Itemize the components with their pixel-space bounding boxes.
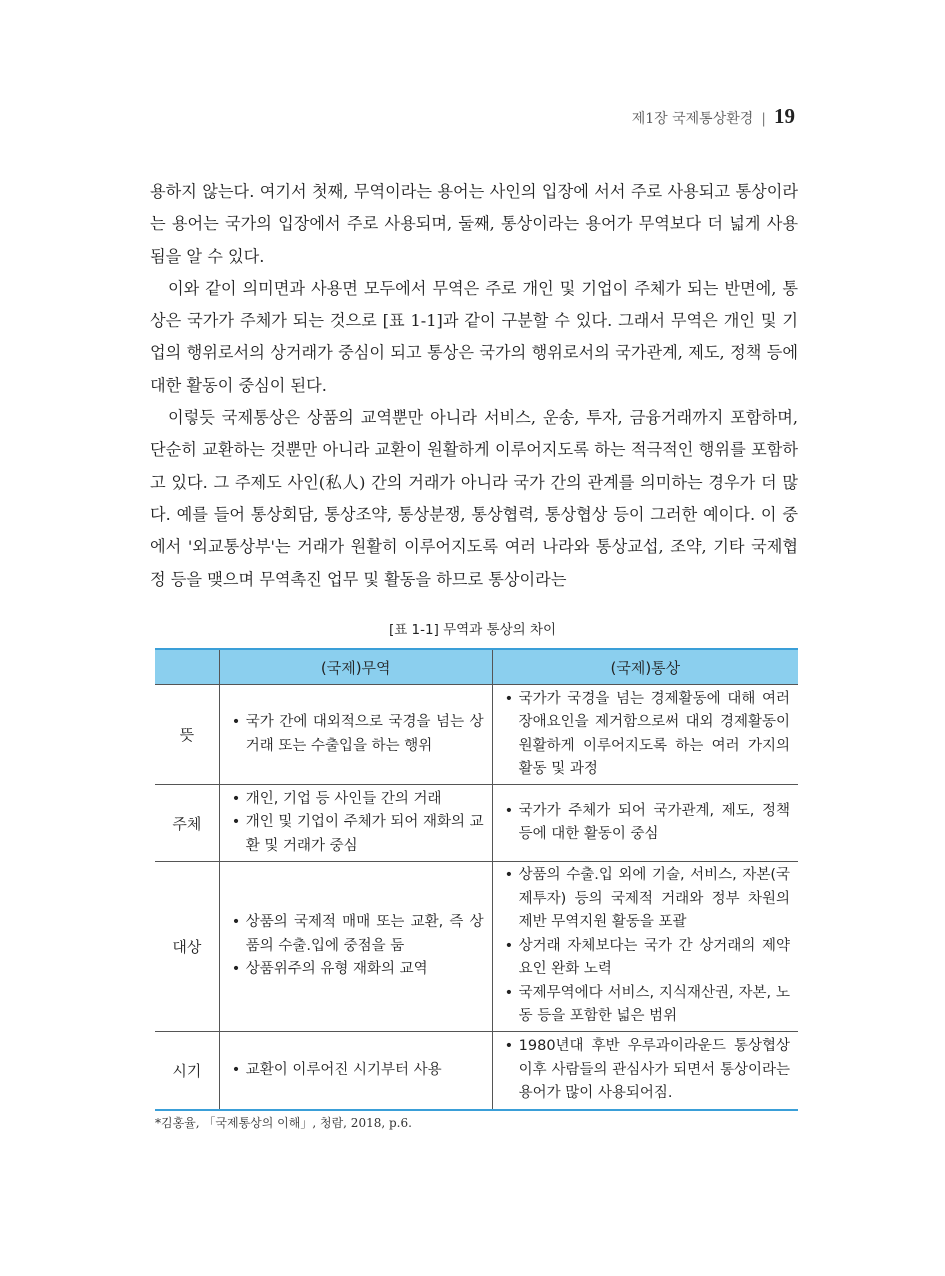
row-label: 뜻: [155, 685, 219, 785]
list-item: • 상품위주의 유형 재화의 교역: [232, 958, 484, 982]
list-item: • 상품의 수출.입 외에 기술, 서비스, 자본(국제투자) 등의 국제적 거래와 정부 차원의 제반 무역지원 활동을 포괄: [505, 864, 790, 935]
body-text: [150, 176, 798, 596]
list-item: • 상품의 국제적 매매 또는 교환, 즉 상품의 수출.입에 중점을 둠: [232, 911, 484, 958]
list-item: • 개인 및 기업이 주체가 되어 재화의 교환 및 거래가 중심: [232, 811, 484, 858]
row-label: 대상: [155, 862, 219, 1032]
list-item: • 국가 간에 대외적으로 국경을 넘는 상거래 또는 수출입을 하는 행위: [232, 711, 484, 758]
commerce-cell: [492, 1032, 798, 1110]
list-item: • 교환이 이루어진 시기부터 사용: [232, 1059, 484, 1083]
list-item: • 국제무역에다 서비스, 지식재산권, 자본, 노동 등을 포함한 넓은 범위: [505, 982, 790, 1029]
commerce-cell: [492, 785, 798, 862]
footnote: *김홍율, 「국제통상의 이해」, 청람, 2018, p.6.: [155, 1116, 412, 1130]
table-row: [155, 785, 798, 862]
table-row: [155, 1032, 798, 1110]
list-item: • 상거래 자체보다는 국가 간 상거래의 제약요인 완화 노력: [505, 935, 790, 982]
table-header-row: [155, 649, 798, 685]
list-item: • 개인, 기업 등 사인들 간의 거래: [232, 788, 484, 812]
trade-cell: [219, 862, 492, 1032]
paragraph-3: 이렇듯 국제통상은 상품의 교역뿐만 아니라 서비스, 운송, 투자, 금융거래까지 포함하며, 단순히 교환하는 것뿐만 아니라 교환이 원활하게 이루어지도록 하는 적극적인 행위를 포함하고 있다. 그 주제도 사인(私人) 간의 거래가 아니라 국가 간의 관계를 의미하는 경우가 더 많다. 예를 들어 통상회담, 통상조약, 통상분쟁, 통상협력, 통상협상 등이 그러한 예이다. 이 중에서 '외교통상부'는 거래가 원활히 이루어지도록 여러 나라와 통상교섭, 조약, 기타 국제협정 등을 맺으며 무역촉진 업무 및 활동을 하므로 통상이라는: [150, 408, 798, 589]
list-item: • 국가가 국경을 넘는 경제활동에 대해 여러 장애요인을 제거함으로써 대외 경제활동이 원활하게 이루어지도록 하는 여러 가지의 활동 및 과정: [505, 688, 790, 782]
list-item: • 국가가 주체가 되어 국가관계, 제도, 정책 등에 대한 활동이 중심: [505, 800, 790, 847]
paragraph-1: 용하지 않는다. 여기서 첫째, 무역이라는 용어는 사인의 입장에 서서 주로 사용되고 통상이라는 용어는 국가의 입장에서 주로 사용되며, 둘째, 통상이라는 용어가 무역보다 더 넓게 사용됨을 알 수 있다.: [150, 182, 798, 266]
column-header-trade: (국제)무역: [219, 649, 492, 685]
table-caption: [표 1-1] 무역과 통상의 차이: [388, 622, 557, 638]
column-header-empty: [155, 649, 219, 685]
commerce-cell: [492, 685, 798, 785]
row-label: 주체: [155, 785, 219, 862]
column-header-commerce: (국제)통상: [492, 649, 798, 685]
header-separator: |: [761, 111, 766, 127]
chapter-title: 제1장 국제통상환경: [631, 111, 754, 127]
page-number: 19: [774, 104, 795, 128]
table-row: [155, 685, 798, 785]
row-label: 시기: [155, 1032, 219, 1110]
table-row: [155, 862, 798, 1032]
comparison-table: [155, 648, 798, 1111]
trade-cell: [219, 785, 492, 862]
trade-cell: [219, 1032, 492, 1110]
running-header: [632, 104, 795, 129]
trade-cell: [219, 685, 492, 785]
commerce-cell: [492, 862, 798, 1032]
list-item: • 1980년대 후반 우루과이라운드 통상협상 이후 사람들의 관심사가 되면서 통상이라는 용어가 많이 사용되어짐.: [505, 1035, 790, 1106]
paragraph-2: 이와 같이 의미면과 사용면 모두에서 무역은 주로 개인 및 기업이 주체가 되는 반면에, 통상은 국가가 주체가 되는 것으로 [표 1-1]과 같이 구분할 수 있다. 그래서 무역은 개인 및 기업의 행위로서의 상거래가 중심이 되고 통상은 국가의 행위로서의 국가관계, 제도, 정책 등에 대한 활동이 중심이 된다.: [150, 278, 798, 395]
